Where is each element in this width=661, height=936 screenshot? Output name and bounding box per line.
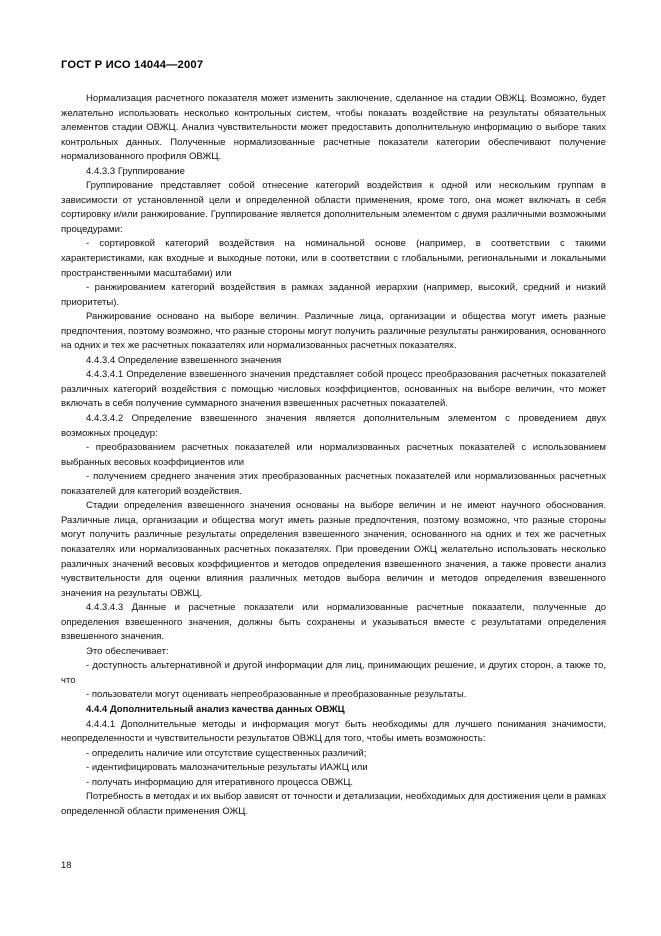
paragraph-4-4-3-4-1: 4.4.3.4.1 Определение взвешенного значения представляет собой процесс преобразования расчетных показателей различных категорий воздействия с помощью числовых коэффициентов, основанных на выборе величин, что может включать в себя получение суммарного значения взвешенных расчетных показателей. — [61, 369, 606, 410]
heading-4-4-4: 4.4.4 Дополнительный анализ качества данных ОВЖЦ — [86, 703, 345, 715]
bullet-ranking: - ранжированием категорий воздействия в рамках заданной иерархии (например, высокий, средний и низкий приоритеты). — [61, 282, 606, 308]
bullet-access: - доступность альтернативной и другой информации для лиц, принимающих решение, и других сторон, а также то, что — [61, 660, 606, 686]
page-number: 18 — [61, 859, 72, 870]
bullet-identify-insignificant: - идентифицировать малозначительные результаты ИАЖЦ или — [86, 762, 368, 774]
paragraph-weighting-stages: Стадии определения взвешенного значения основаны на выборе величин и не имеют научного обоснования. Различные лица, организации и общества могут иметь разные предпочтения, поэтому возможно, что разные стороны могут получить различные результаты определения взвешенного значения, основанного на одних и тех же расчетных показателях или нормализованных расчетных показателях. При проведении ОЖЦ желательно использовать несколько различных значений весовых коэффициентов и методов определения взвешенного значения, а также провести анализ чувствительности для оценки влияния различных методов выбора величин и методов определения взвешенного значения на результаты ОВЖЦ. — [61, 500, 606, 599]
paragraph-ranking: Ранжирование основано на выборе величин. Различные лица, организации и общества могут иметь разные предпочтения, поэтому возможно, что разные стороны могут получить различные результаты ранжирования, основанного на одних и тех же расчетных показателях или нормализованных расчетных показателях. — [61, 311, 606, 352]
page-content — [61, 58, 606, 819]
bullet-transformation: - преобразованием расчетных показателей или нормализованных расчетных показателей с использованием выбранных весовых коэффициентов или — [61, 442, 606, 468]
paragraph-4-4-3-4-2: 4.4.3.4.2 Определение взвешенного значения является дополнительным элементом с проведением двух возможных процедур: — [61, 413, 606, 439]
bullet-determine-differences: - определить наличие или отсутствие существенных различий; — [86, 747, 367, 759]
paragraph-4-4-4-1: 4.4.4.1 Дополнительные методы и информация могут быть необходимы для лучшего понимания значимости, неопределенности и чувствительности результатов ОВЖЦ для того, чтобы иметь возможность: — [61, 718, 606, 745]
heading-4-4-3-4: 4.4.3.4 Определение взвешенного значения — [86, 354, 282, 366]
paragraph-normalization: Нормализация расчетного показателя может изменить заключение, сделанное на стадии ОВЖЦ. Возможно, будет желательно использовать несколько контрольных систем, чтобы показать воздействие на результаты обязательных элементов стадии ОВЖЦ. Анализ чувствительности может предоставить дополнительную информацию о выборе таких контрольных данных. Полученные нормализованные расчетные показатели категории обеспечивают получение нормализованного профиля ОВЖЦ. — [61, 93, 606, 163]
bullet-obtain-information: - получать информацию для итеративного процесса ОВЖЦ. — [86, 776, 354, 788]
document-header: ГОСТ Р ИСО 14044—2007 — [61, 59, 204, 71]
paragraph-4-4-3-4-3: 4.4.3.4.3 Данные и расчетные показатели или нормализованные расчетные показатели, полученные до определения взвешенного значения, должны быть сохранены и указываться вместе с результатами определения взвешенного значения. — [61, 602, 606, 643]
paragraph-grouping: Группирование представляет собой отнесение категорий воздействия к одной или нескольким группам в зависимости от установленной цели и определенной области применения, кроме того, она может включать в себя сортировку и/или ранжирование. Группирование является дополнительным элементом с двумя различными возможными процедурами: — [61, 180, 606, 235]
bullet-users: - пользователи могут оценивать непреобразованные и преобразованные результаты. — [86, 689, 467, 701]
bullet-average: - получением среднего значения этих преобразованных расчетных показателей или нормализованных расчетных показателей для категорий воздействия. — [61, 471, 606, 497]
bullet-sorting: - сортировкой категорий воздействия на номинальной основе (например, в соответствии с такими характеристиками, как входные и выходные потоки, или в соответствии с глобальными, региональными и локальными пространственными масштабами) или — [61, 238, 606, 279]
heading-4-4-3-3: 4.4.3.3 Группирование — [86, 165, 185, 177]
paragraph-provides: Это обеспечивает: — [86, 645, 169, 657]
paragraph-need-methods: Потребность в методах и их выбор зависят от точности и детализации, необходимых для достижения цели в рамках определенной области применения ОЖЦ. — [61, 791, 606, 817]
